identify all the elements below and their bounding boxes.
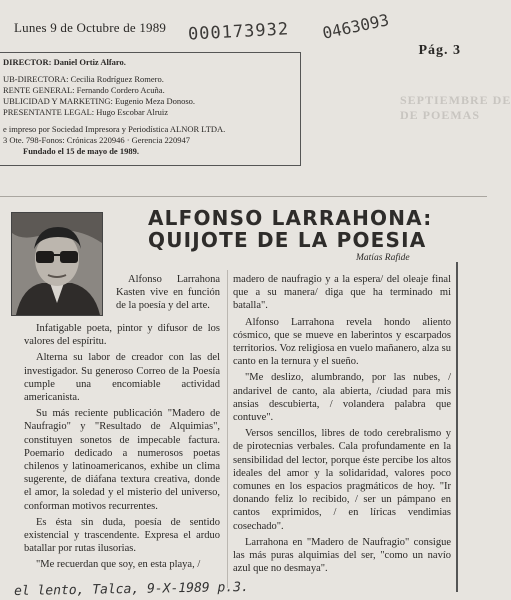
col2-paragraph: Versos sencillos, libres de todo cerebralismo y de pirotecnias verbales. Cala profundamente en la sensibilidad del lector, porque éste percibe los altos ideales del amor y la solidaridad, valores poco comunes en los espacios pragmáticos de hoy. "Ir donando feliz lo recibido, / ser un pámpano en cantos exprimidos, / en líricas vendimias cosechado". [233, 428, 451, 532]
staff-director: DIRECTOR: Daniel Ortiz Alfaro. [3, 57, 126, 67]
staff-subdirectora: UB-DIRECTORA: Cecilia Rodríguez Romero. [3, 74, 164, 84]
headline-line-1: ALFONSO LARRAHONA: [148, 206, 433, 230]
col1-paragraph: Su más reciente publicación "Madero de Naufragio" y "Resultado de Alquimias", constituyen sonetos de impecable factura. Poemario dedicado a numerosos poetas chilenos y latinoamericanos, exhibe un clima sugerente, de diáfana textura creativa, donde el amor, la soledad y el misterio del universo, conforman motivos recurrentes. [24, 408, 220, 512]
col1-paragraph: Alterna su labor de creador con las del investigador. Su generoso Correo de la Poesía cumple una encomiable actividad americanista. [24, 352, 220, 404]
column-divider [227, 270, 228, 588]
archive-stamp-number: 000173932 [187, 19, 290, 45]
issue-date: Lunes 9 de Octubre de 1989 [14, 20, 167, 35]
article-byline: Matías Rafide [356, 253, 410, 263]
staff-publicidad: UBLICIDAD Y MARKETING: Eugenio Meza Donoso. [3, 96, 196, 106]
col1-paragraph: "Me recuerdan que soy, en esta playa, / [36, 559, 201, 571]
article-headline [148, 207, 432, 251]
staff-fundado: Fundado el 15 de mayo de 1989. [23, 146, 139, 156]
masthead-staff-box [0, 52, 301, 166]
col2-paragraph: Larrahona en "Madero de Naufragio" consigue las más puras alquimias del ser, "como un navío azul que no desmaya". [233, 536, 451, 575]
col1-paragraph: Infatigable poeta, pintor y difusor de los valores del espíritu. [24, 323, 220, 348]
col2-paragraph: "Me deslizo, alumbrando, por las nubes, / andarivel de canto, ala abierta, /ciudad para mis ansias descubierta, / volandera palabra que contuve". [233, 372, 451, 424]
article-column-1 [24, 322, 220, 575]
handwritten-source-note: el lento, Talca, 9-X-1989 p.3. [13, 579, 249, 600]
show-through-text: SEPTIEMBRE DE DE POEMAS [400, 93, 511, 122]
staff-representante: PRESENTANTE LEGAL: Hugo Escobar Alruiz [3, 107, 169, 117]
col1-paragraph: Es ésta sin duda, poesía de sentido existencial y trascendente. Expresa el arduo batallar por rutas ilusorias. [24, 516, 220, 555]
col2-paragraph: madero de naufragio y a la espera/ del oleaje final que a su manera/ diga que ha terminado mi batalla". [233, 274, 451, 312]
author-portrait-photo [11, 212, 103, 316]
page-number: Pág. 3 [418, 43, 461, 58]
headline-line-2: QUIJOTE DE LA POESIA [148, 228, 427, 252]
staff-gerente: RENTE GENERAL: Fernando Cordero Acuña. [3, 85, 165, 95]
staff-direccion: 3 Ote. 798-Fonos: Crónicas 220946 · Gerencia 220947 [3, 135, 190, 145]
article-frame-edge [456, 262, 458, 592]
staff-impreso: e impreso por Sociedad Impresora y Periodística ALNOR LTDA. [3, 124, 226, 134]
article-column-2 [233, 273, 451, 578]
col2-paragraph: Alfonso Larrahona revela hondo aliento cósmico, que se mueve en laberintos y escarpados territorios. Voz religiosa en vuelo mañanero, alza su canto en la ternura y el sueño. [233, 316, 452, 368]
handwritten-archive-number: 0463093 [320, 10, 391, 43]
article-intro-paragraph: Alfonso Larrahona Kasten vive en función de la poesía y del arte. [116, 274, 220, 312]
section-divider [0, 196, 487, 197]
